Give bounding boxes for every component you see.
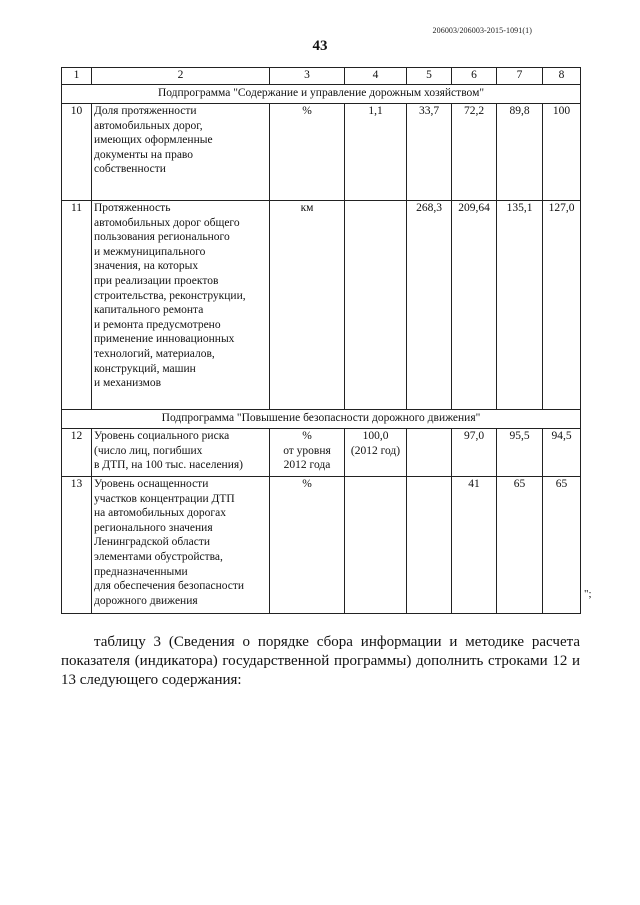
unit-cell bbox=[270, 429, 345, 477]
value-cell: 89,8 bbox=[497, 104, 543, 201]
text-line: в ДТП, на 100 тыс. населения) bbox=[94, 459, 243, 472]
value-cell: 33,7 bbox=[407, 104, 452, 201]
value-cell bbox=[345, 201, 407, 410]
table-row bbox=[62, 104, 581, 201]
column-header: 3 bbox=[270, 68, 345, 85]
column-header: 8 bbox=[543, 68, 581, 85]
value-cell bbox=[345, 104, 407, 201]
value-cell: 209,64 bbox=[452, 201, 497, 410]
closing-quote-mark: "; bbox=[584, 588, 592, 600]
text-line: регионального значения bbox=[94, 521, 213, 534]
text-line: предназначенными bbox=[94, 565, 188, 578]
table-header-row bbox=[62, 68, 581, 85]
value-cell: 41 bbox=[452, 477, 497, 614]
column-header: 7 bbox=[497, 68, 543, 85]
column-header: 2 bbox=[92, 68, 270, 85]
text-line: и механизмов bbox=[94, 377, 162, 390]
row-number: 13 bbox=[62, 477, 92, 614]
text-line: (2012 год) bbox=[350, 444, 401, 457]
row-number: 12 bbox=[62, 429, 92, 477]
indicators-table bbox=[61, 67, 581, 614]
text-line: технологий, материалов, bbox=[94, 347, 215, 360]
text-line: и межмуниципального bbox=[94, 245, 206, 258]
table-row bbox=[62, 477, 581, 614]
text-line: % bbox=[302, 478, 312, 490]
text-line: % bbox=[302, 430, 312, 442]
text-line: на автомобильных дорогах bbox=[94, 507, 226, 520]
text-line: Доля протяженности bbox=[94, 105, 197, 117]
column-header: 6 bbox=[452, 68, 497, 85]
value-cell: 100 bbox=[543, 104, 581, 201]
indicator-name bbox=[92, 429, 270, 477]
text-line: % bbox=[302, 105, 312, 117]
section-row bbox=[62, 410, 581, 429]
value-cell: 65 bbox=[497, 477, 543, 614]
row-number: 11 bbox=[62, 201, 92, 410]
text-line: пользования регионального bbox=[94, 231, 230, 244]
value-cell: 72,2 bbox=[452, 104, 497, 201]
indicator-name bbox=[92, 104, 270, 201]
text-line: документы на право bbox=[94, 148, 194, 161]
value-cell bbox=[407, 477, 452, 614]
text-line: имеющих оформленные bbox=[94, 134, 213, 147]
text-line: Уровень социального риска bbox=[94, 430, 230, 442]
text-line: Уровень оснащенности bbox=[94, 478, 209, 490]
section-title: Подпрограмма "Повышение безопасности дорожного движения" bbox=[62, 410, 581, 429]
text-line: собственности bbox=[94, 163, 166, 176]
page-number: 43 bbox=[312, 38, 328, 54]
text-line: элементами обустройства, bbox=[94, 550, 223, 563]
indicator-name bbox=[92, 201, 270, 410]
text-line: конструкций, машин bbox=[94, 362, 196, 375]
value-cell: 65 bbox=[543, 477, 581, 614]
body-paragraph: таблицу 3 (Сведения о порядке сбора информации и методике расчета показателя (индикатора) государственной программы) дополнить строками 12 и 13 следующего содержания: bbox=[61, 634, 580, 688]
text-line: 100,0 bbox=[362, 430, 389, 442]
section-title: Подпрограмма "Содержание и управление дорожным хозяйством" bbox=[62, 85, 581, 104]
text-line: от уровня bbox=[283, 444, 331, 457]
text-line: участков концентрации ДТП bbox=[94, 492, 235, 505]
row-number: 10 bbox=[62, 104, 92, 201]
value-cell: 135,1 bbox=[497, 201, 543, 410]
value-cell: 127,0 bbox=[543, 201, 581, 410]
text-line: при реализации проектов bbox=[94, 274, 219, 287]
section-row bbox=[62, 85, 581, 104]
value-cell: 268,3 bbox=[407, 201, 452, 410]
text-line: капитального ремонта bbox=[94, 304, 204, 317]
document-id: 206003/206003-2015-1091(1) bbox=[432, 26, 532, 35]
column-header: 4 bbox=[345, 68, 407, 85]
text-line: км bbox=[300, 202, 314, 214]
column-header: 5 bbox=[407, 68, 452, 85]
value-cell: 94,5 bbox=[543, 429, 581, 477]
value-cell bbox=[345, 429, 407, 477]
text-line: Ленинградской области bbox=[94, 536, 211, 549]
text-line: 2012 года bbox=[283, 459, 331, 472]
text-line: (число лиц, погибших bbox=[94, 444, 203, 457]
table-row bbox=[62, 429, 581, 477]
text-line: автомобильных дорог, bbox=[94, 119, 203, 132]
value-cell bbox=[345, 477, 407, 614]
value-cell: 97,0 bbox=[452, 429, 497, 477]
text-line: Протяженность bbox=[94, 202, 171, 214]
value-cell bbox=[407, 429, 452, 477]
text-line: применение инновационных bbox=[94, 333, 235, 346]
indicator-name bbox=[92, 477, 270, 614]
unit-cell bbox=[270, 201, 345, 410]
text-line: и ремонта предусмотрено bbox=[94, 318, 221, 331]
text-line: строительства, реконструкции, bbox=[94, 289, 246, 302]
text-line: дорожного движения bbox=[94, 594, 198, 607]
text-line: значения, на которых bbox=[94, 260, 199, 273]
unit-cell bbox=[270, 104, 345, 201]
column-header: 1 bbox=[62, 68, 92, 85]
table-row bbox=[62, 201, 581, 410]
unit-cell bbox=[270, 477, 345, 614]
text-line: 1,1 bbox=[368, 105, 383, 117]
value-cell: 95,5 bbox=[497, 429, 543, 477]
text-line: автомобильных дорог общего bbox=[94, 216, 240, 229]
text-line: для обеспечения безопасности bbox=[94, 580, 245, 593]
